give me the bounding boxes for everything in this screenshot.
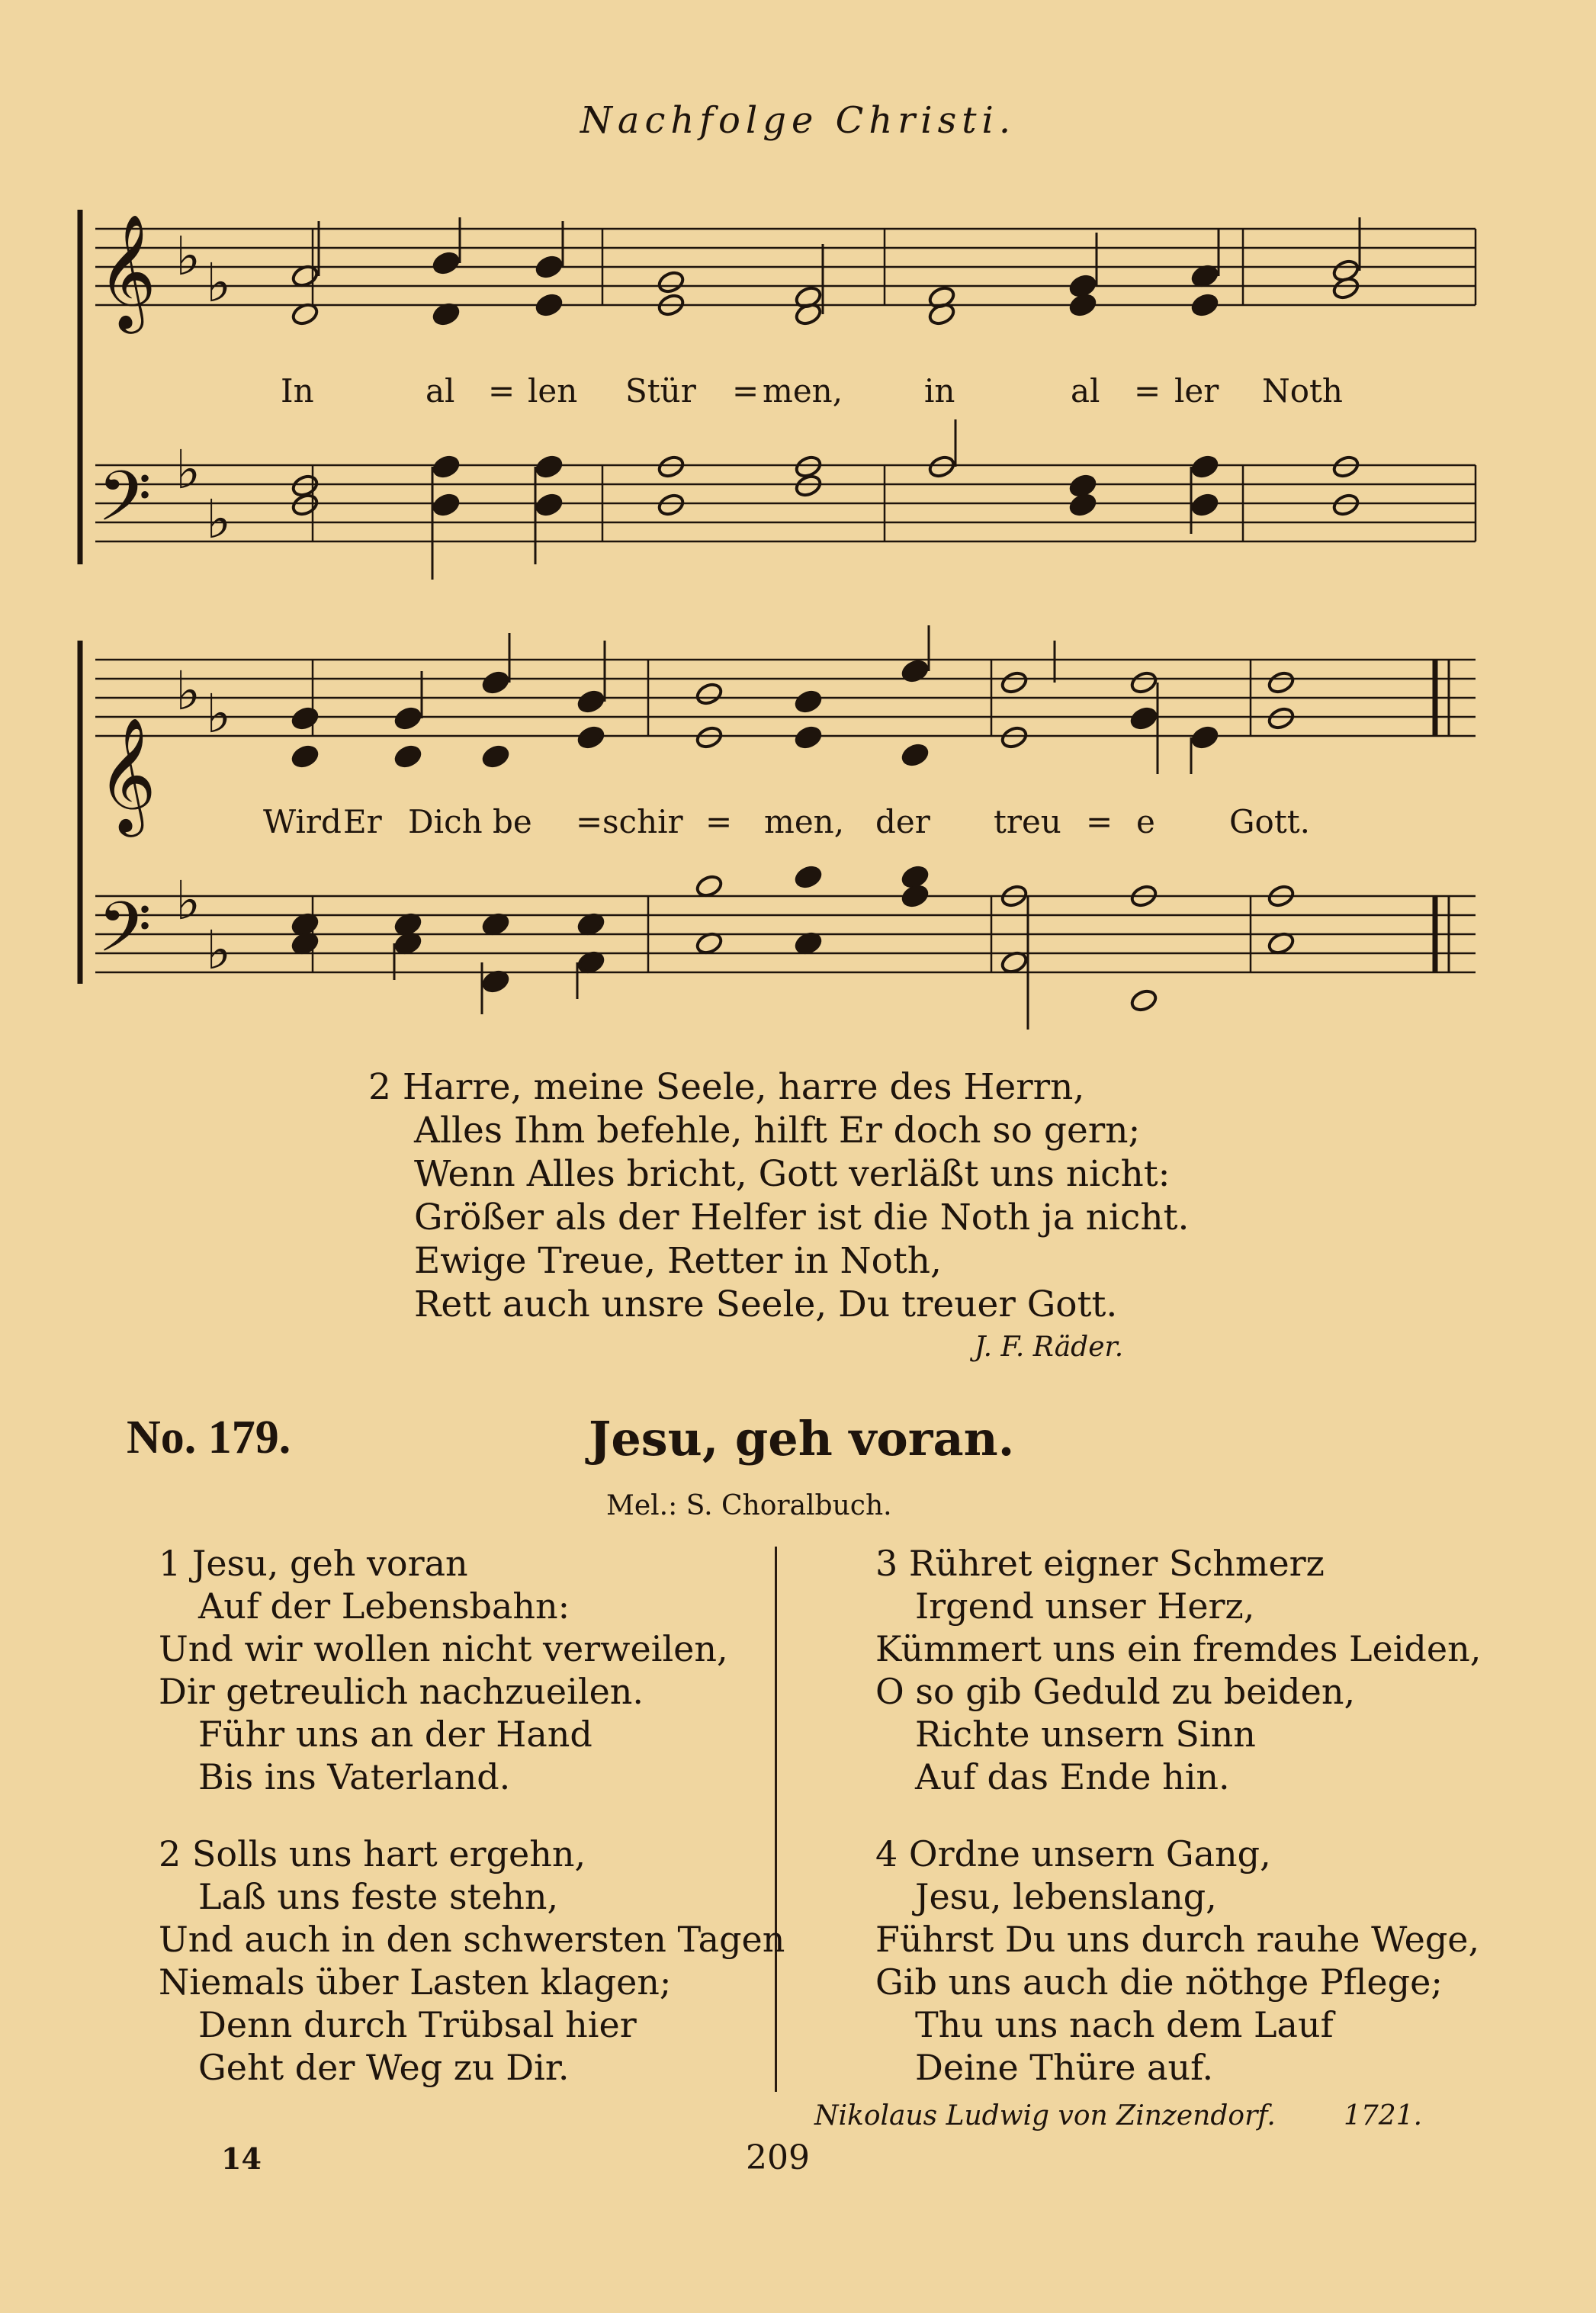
note-head <box>1129 988 1158 1013</box>
stanza-line: Alles Ihm befehle, hilft Er doch so gern; <box>414 1110 1141 1152</box>
verse-line: Thu uns nach dem Lauf <box>915 2004 1334 2045</box>
verse-line: Denn durch Trübsal hier <box>198 2004 637 2045</box>
lyric-syllable: Dich <box>408 803 483 840</box>
lyric-syllable: al <box>425 372 455 410</box>
music-score <box>0 0 1596 1068</box>
lyric-syllable: al <box>1071 372 1100 410</box>
stanza-line: Rett auch unsre Seele, Du treuer Gott. <box>414 1283 1118 1325</box>
note-head <box>1190 492 1219 517</box>
page-number: 209 <box>746 2138 810 2177</box>
verse-line: Führst Du uns durch rauhe Wege, <box>875 1919 1480 1960</box>
verse-line: Richte unsern Sinn <box>915 1714 1256 1755</box>
verse-line: Auf das Ende hin. <box>915 1756 1230 1797</box>
lyric-syllable: = <box>576 803 603 840</box>
note-head <box>794 473 823 498</box>
note-head <box>794 689 823 714</box>
note-head <box>291 744 320 769</box>
lyric-syllable: Stür <box>625 372 696 410</box>
note-head <box>393 744 422 769</box>
verse-line: Irgend unser Herz, <box>915 1585 1255 1627</box>
lyric-syllable: = <box>1086 803 1113 840</box>
note-head <box>535 492 564 517</box>
verse-line: Niemals über Lasten klagen; <box>159 1961 672 2003</box>
lyric-syllable: in <box>924 372 955 410</box>
lyric-syllable: schir <box>602 803 683 840</box>
lyric-syllable: = <box>1134 372 1161 410</box>
verse-line: Laß uns feste stehn, <box>198 1876 559 1917</box>
verse-line: Gib uns auch die nöthge Pflege; <box>875 1961 1443 2003</box>
note-head <box>393 705 422 731</box>
verse-3 <box>875 1542 1481 1798</box>
note-head <box>901 658 930 683</box>
lyric-syllable: be <box>493 803 532 840</box>
note-head <box>1267 670 1296 695</box>
stanza-line: Ewige Treue, Retter in Noth, <box>414 1240 942 1282</box>
verse-line: Bis ins Vaterland. <box>198 1756 511 1797</box>
verse-line: Geht der Weg zu Dir. <box>198 2047 570 2088</box>
note-head <box>1190 292 1219 317</box>
note-head <box>291 705 320 731</box>
lyric-syllable: Gott. <box>1229 803 1310 840</box>
hymn-178-author: J. F. Räder. <box>975 1332 1124 1363</box>
note-head <box>432 454 461 479</box>
stanza-line: Wenn Alles bricht, Gott verläßt uns nicht: <box>414 1153 1171 1195</box>
verse-2 <box>159 1833 785 2089</box>
note-head <box>1129 705 1158 731</box>
verse-line: 2 Solls uns hart ergehn, <box>159 1833 586 1874</box>
verse-line: Deine Thüre auf. <box>915 2047 1214 2088</box>
note-head <box>1000 724 1029 750</box>
verse-1 <box>159 1542 728 1798</box>
lyric-syllable: men, <box>763 372 843 410</box>
hymn-title: Jesu, geh voran. <box>589 1411 1015 1467</box>
note-head <box>535 292 564 317</box>
note-head <box>1331 492 1360 517</box>
hymn-number: No. 179. <box>127 1412 291 1463</box>
note-head <box>481 670 510 695</box>
lyric-syllable: der <box>875 803 930 840</box>
note-head <box>1000 670 1029 695</box>
note-head <box>1129 670 1158 695</box>
signature-mark: 14 <box>221 2141 262 2176</box>
lyric-syllable: treu <box>994 803 1061 840</box>
note-head <box>657 454 686 479</box>
note-head <box>535 254 564 279</box>
verse-4 <box>875 1833 1479 2089</box>
verse-line: 1 Jesu, geh voran <box>159 1543 468 1584</box>
note-head <box>901 883 930 908</box>
note-head <box>432 492 461 517</box>
clef-glyph: 𝄢 <box>98 456 152 554</box>
note-head <box>695 681 724 706</box>
note-head <box>1068 292 1097 317</box>
clef-glyph: 𝄞 <box>98 213 156 329</box>
clef-glyph: ♭ <box>175 439 201 501</box>
lyric-syllable: = <box>488 372 515 410</box>
note-head <box>901 742 930 767</box>
verse-line: Und wir wollen nicht verweilen, <box>159 1628 728 1669</box>
lyric-syllable: ler <box>1174 372 1219 410</box>
note-head <box>535 454 564 479</box>
lyric-syllable: Wird <box>263 803 342 840</box>
note-head <box>432 250 461 275</box>
note-head <box>576 689 605 714</box>
lyric-syllable: = <box>705 803 733 840</box>
hymn-179-year: 1721. <box>1344 2100 1423 2131</box>
note-head <box>1190 454 1219 479</box>
clef-glyph: 𝄢 <box>98 887 152 985</box>
note-head <box>657 269 686 294</box>
clef-glyph: ♭ <box>175 869 201 932</box>
lyric-syllable: e <box>1136 803 1155 840</box>
running-head: Nachfolge Christi. <box>580 99 1016 142</box>
note-head <box>1068 492 1097 517</box>
note-head <box>695 724 724 750</box>
note-head <box>481 744 510 769</box>
note-head <box>1190 724 1219 750</box>
clef-glyph: ♭ <box>206 488 232 551</box>
verse-line: Und auch in den schwersten Tagen <box>159 1919 785 1960</box>
note-head <box>291 492 320 517</box>
clef-glyph: ♭ <box>175 660 201 722</box>
clef-glyph: ♭ <box>206 919 232 981</box>
clef-glyph: ♭ <box>206 252 232 314</box>
verse-line: Jesu, lebenslang, <box>915 1876 1217 1917</box>
stanza-line: Größer als der Helfer ist die Noth ja nicht. <box>414 1197 1190 1238</box>
lyric-syllable: Noth <box>1262 372 1343 410</box>
lyric-syllable: len <box>528 372 578 410</box>
lyric-syllable: Er <box>343 803 382 840</box>
note-head <box>794 864 823 889</box>
verse-line: Kümmert uns ein fremdes Leiden, <box>875 1628 1482 1669</box>
lyric-syllable: men, <box>764 803 845 840</box>
verse-line: Dir getreulich nachzueilen. <box>159 1671 644 1712</box>
note-head <box>794 724 823 750</box>
clef-glyph: ♭ <box>175 225 201 288</box>
note-head <box>576 724 605 750</box>
verse-line: 3 Rühret eigner Schmerz <box>875 1543 1325 1584</box>
lyric-syllable: In <box>281 372 314 410</box>
note-head <box>695 873 724 898</box>
verse-line: O so gib Geduld zu beiden, <box>875 1671 1356 1712</box>
verse-line: 4 Ordne unsern Gang, <box>875 1833 1271 1874</box>
note-head <box>927 454 956 479</box>
hymn-179-author: Nikolaus Ludwig von Zinzendorf. <box>814 2100 1276 2131</box>
note-head <box>657 492 686 517</box>
note-head <box>1267 705 1296 731</box>
note-head <box>1331 454 1360 479</box>
clef-glyph: ♭ <box>206 683 232 745</box>
clef-glyph: 𝄞 <box>98 716 156 832</box>
lyric-syllable: = <box>732 372 759 410</box>
verse-line: Führ uns an der Hand <box>198 1714 592 1755</box>
stanza-line: 2 Harre, meine Seele, harre des Herrn, <box>368 1066 1085 1108</box>
melody-reference: Mel.: S. Choralbuch. <box>606 1490 892 1521</box>
verse-line: Auf der Lebensbahn: <box>198 1585 570 1627</box>
